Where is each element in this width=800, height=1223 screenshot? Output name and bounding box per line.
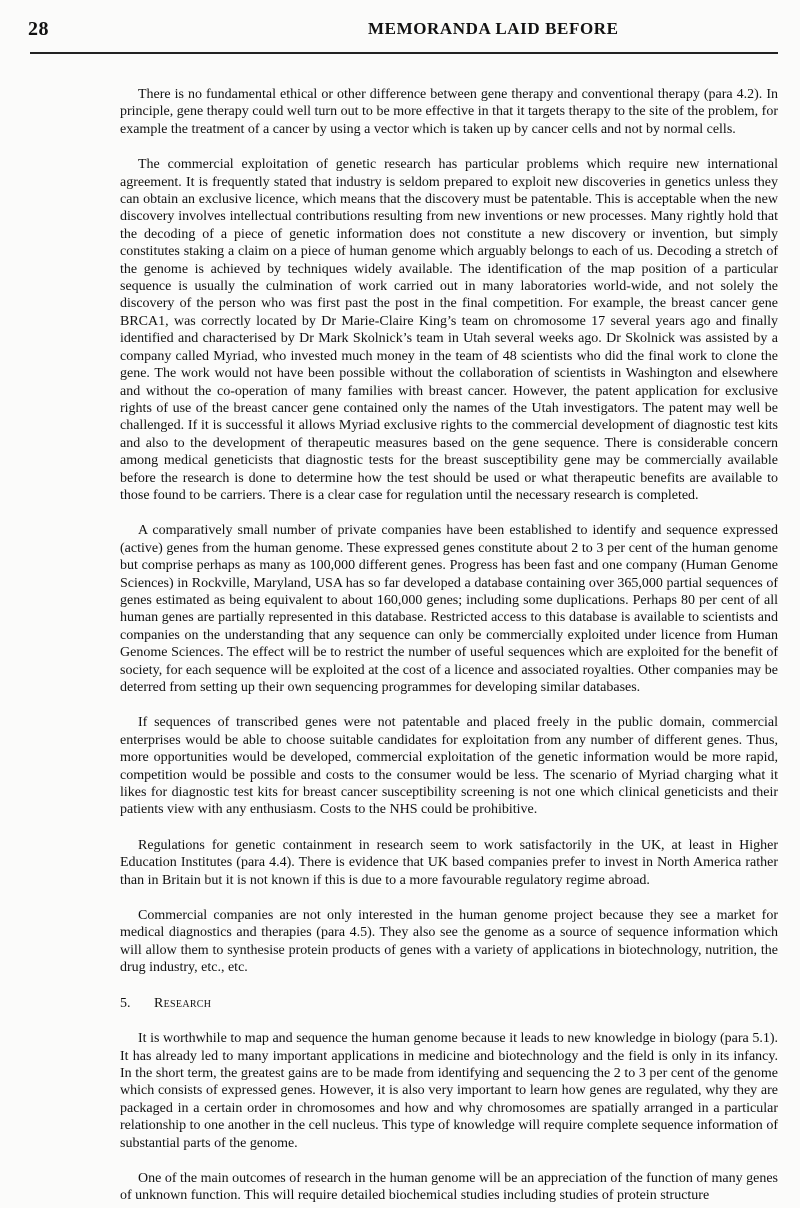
paragraph-regulations: Regulations for genetic containment in research seem to work satisfactorily in the UK, at least in Higher Education Institutes (para 4.4). There is evidence that UK based companies prefer to invest in North America rather than in Britain but it is not known if this is due to a more favourable regulatory regime abroad. <box>120 837 778 888</box>
body-text <box>120 86 778 1223</box>
paragraph-public-domain: If sequences of transcribed genes were not patentable and placed freely in the public domain, commercial enterprises would be able to choose suitable candidates for exploitation from any number of different genes. Thus, more opportunities would be developed, commercial exploitation of the genetic information would be more rapid, competition would be possible and costs to the consumer would be less. The scenario of Myriad charging what it likes for diagnostic test kits for breast cancer susceptibility screening is not one which clinical geneticists and their patients view with any enthusiasm. Costs to the NHS could be prohibitive. <box>120 715 778 818</box>
paragraph-private-companies: A comparatively small number of private companies have been established to identify and sequence expressed (active) genes from the human genome. These expressed genes constitute about 2 to 3 per cent of the human genome but comprise perhaps as many as 100,000 different genes. Progress has been fast and one company (Human Genome Sciences) in Rockville, Maryland, USA has so far developed a database containing over 365,000 partial sequences of genes estimated as being equivalent to about 160,000 genes; including some duplications. Perhaps 80 per cent of all human genes are partially represented in this database. Restricted access to this database is available to scientists and companies on the understanding that any sequence can only be commercially exploited under licence from Human Genome Sciences. The effect will be to restrict the number of useful sequences which are exploited for the benefit of society, for each sequence will be exploited at the cost of a licence and associated royalties. Other companies may be deterred from setting up their own sequencing programmes for developing similar databases. <box>120 523 778 695</box>
section-number: 5. <box>120 995 131 1011</box>
running-head: MEMORANDA LAID BEFORE <box>368 19 619 38</box>
header-rule <box>30 52 778 54</box>
paragraph-gene-therapy: There is no fundamental ethical or other difference between gene therapy and conventional therapy (para 4.2). In principle, gene therapy could well turn out to be more effective in that it targets therapy to the site of the problem, for example the treatment of a cancer by using a vector which is taken up by cancer cells and not by normal cells. <box>120 87 778 137</box>
paragraph-research-mapping: It is worthwhile to map and sequence the human genome because it leads to new knowledge in biology (para 5.1). It has already led to many important applications in medicine and biotechnology and the field is only in its infancy. In the short term, the greatest gains are to be made from identifying and sequencing the 2 to 3 per cent of the genome which consists of expressed genes. However, it is also very important to learn how genes are regulated, why they are packaged in a certain order in chromosomes and how and why chromosomes are spatially arranged in a particular relationship to one another in the cell nucleus. This type of knowledge will require complete sequence information of substantial parts of the genome. <box>120 1031 778 1151</box>
page-number: 28 <box>28 18 49 40</box>
paragraph-research-outcomes: One of the main outcomes of research in the human genome will be an appreciation of the function of many genes of unknown function. This will require detailed biochemical studies including studies of protein structure <box>120 1170 778 1204</box>
page-header <box>28 18 780 52</box>
section-heading <box>120 995 778 1012</box>
paragraph-commercial-interest: Commercial companies are not only interested in the human genome project because they see a market for medical diagnostics and therapies (para 4.5). They also see the genome as a source of sequence information which will allow them to synthesise protein products of genes with a variety of applications in biotechnology, nutrition, the drug industry, etc., etc. <box>120 908 778 976</box>
section-title: Research <box>154 995 212 1011</box>
paragraph-commercial-exploitation: The commercial exploitation of genetic research has particular problems which require new international agreement. It is frequently stated that industry is seldom prepared to exploit new discoveries in genetics unless they can obtain an exclusive licence, which means that the discovery must be patentable. This is acceptable when the new discovery involves intellectual contributions resulting from new inventions or new processes. Many rightly hold that the decoding of a piece of genetic information does not constitute a new discovery or invention, but simply constitutes staking a claim on a piece of human genome which arguably belongs to each of us. Decoding a stretch of the genome is achieved by techniques widely available. The identification of the map position of a particular sequence is usually the culmination of work carried out in many laboratories world-wide, and not solely the discovery of the person who was first past the post in the final competition. For example, the breast cancer gene BRCA1, was correctly located by Dr Marie-Claire King’s team on chromosome 17 several years ago and finally identified and characterised by Dr Mark Skolnick’s team in Utah several weeks ago. Dr Skolnick was assisted by a company called Myriad, who invested much money in the team of 48 scientists who did the final work to clone the gene. The work would not have been possible without the collaboration of scientists in Washington and elsewhere and without the co-operation of many families with breast cancer. However, the patent application for exclusive rights of use of the breast cancer gene contained only the names of the Utah investigators. The patent may well be challenged. If it is successful it allows Myriad exclusive rights to the commercial development of diagnostic test kits and also to the development of therapeutic measures based on the gene sequence. There is considerable concern among medical geneticists that diagnostic tests for the breast susceptibility gene may be commercially available before the research is done to determine how the test should be used or what therapeutic benefits are available to those found to be carriers. There is a clear case for regulation until the necessary research is completed. <box>120 157 778 503</box>
